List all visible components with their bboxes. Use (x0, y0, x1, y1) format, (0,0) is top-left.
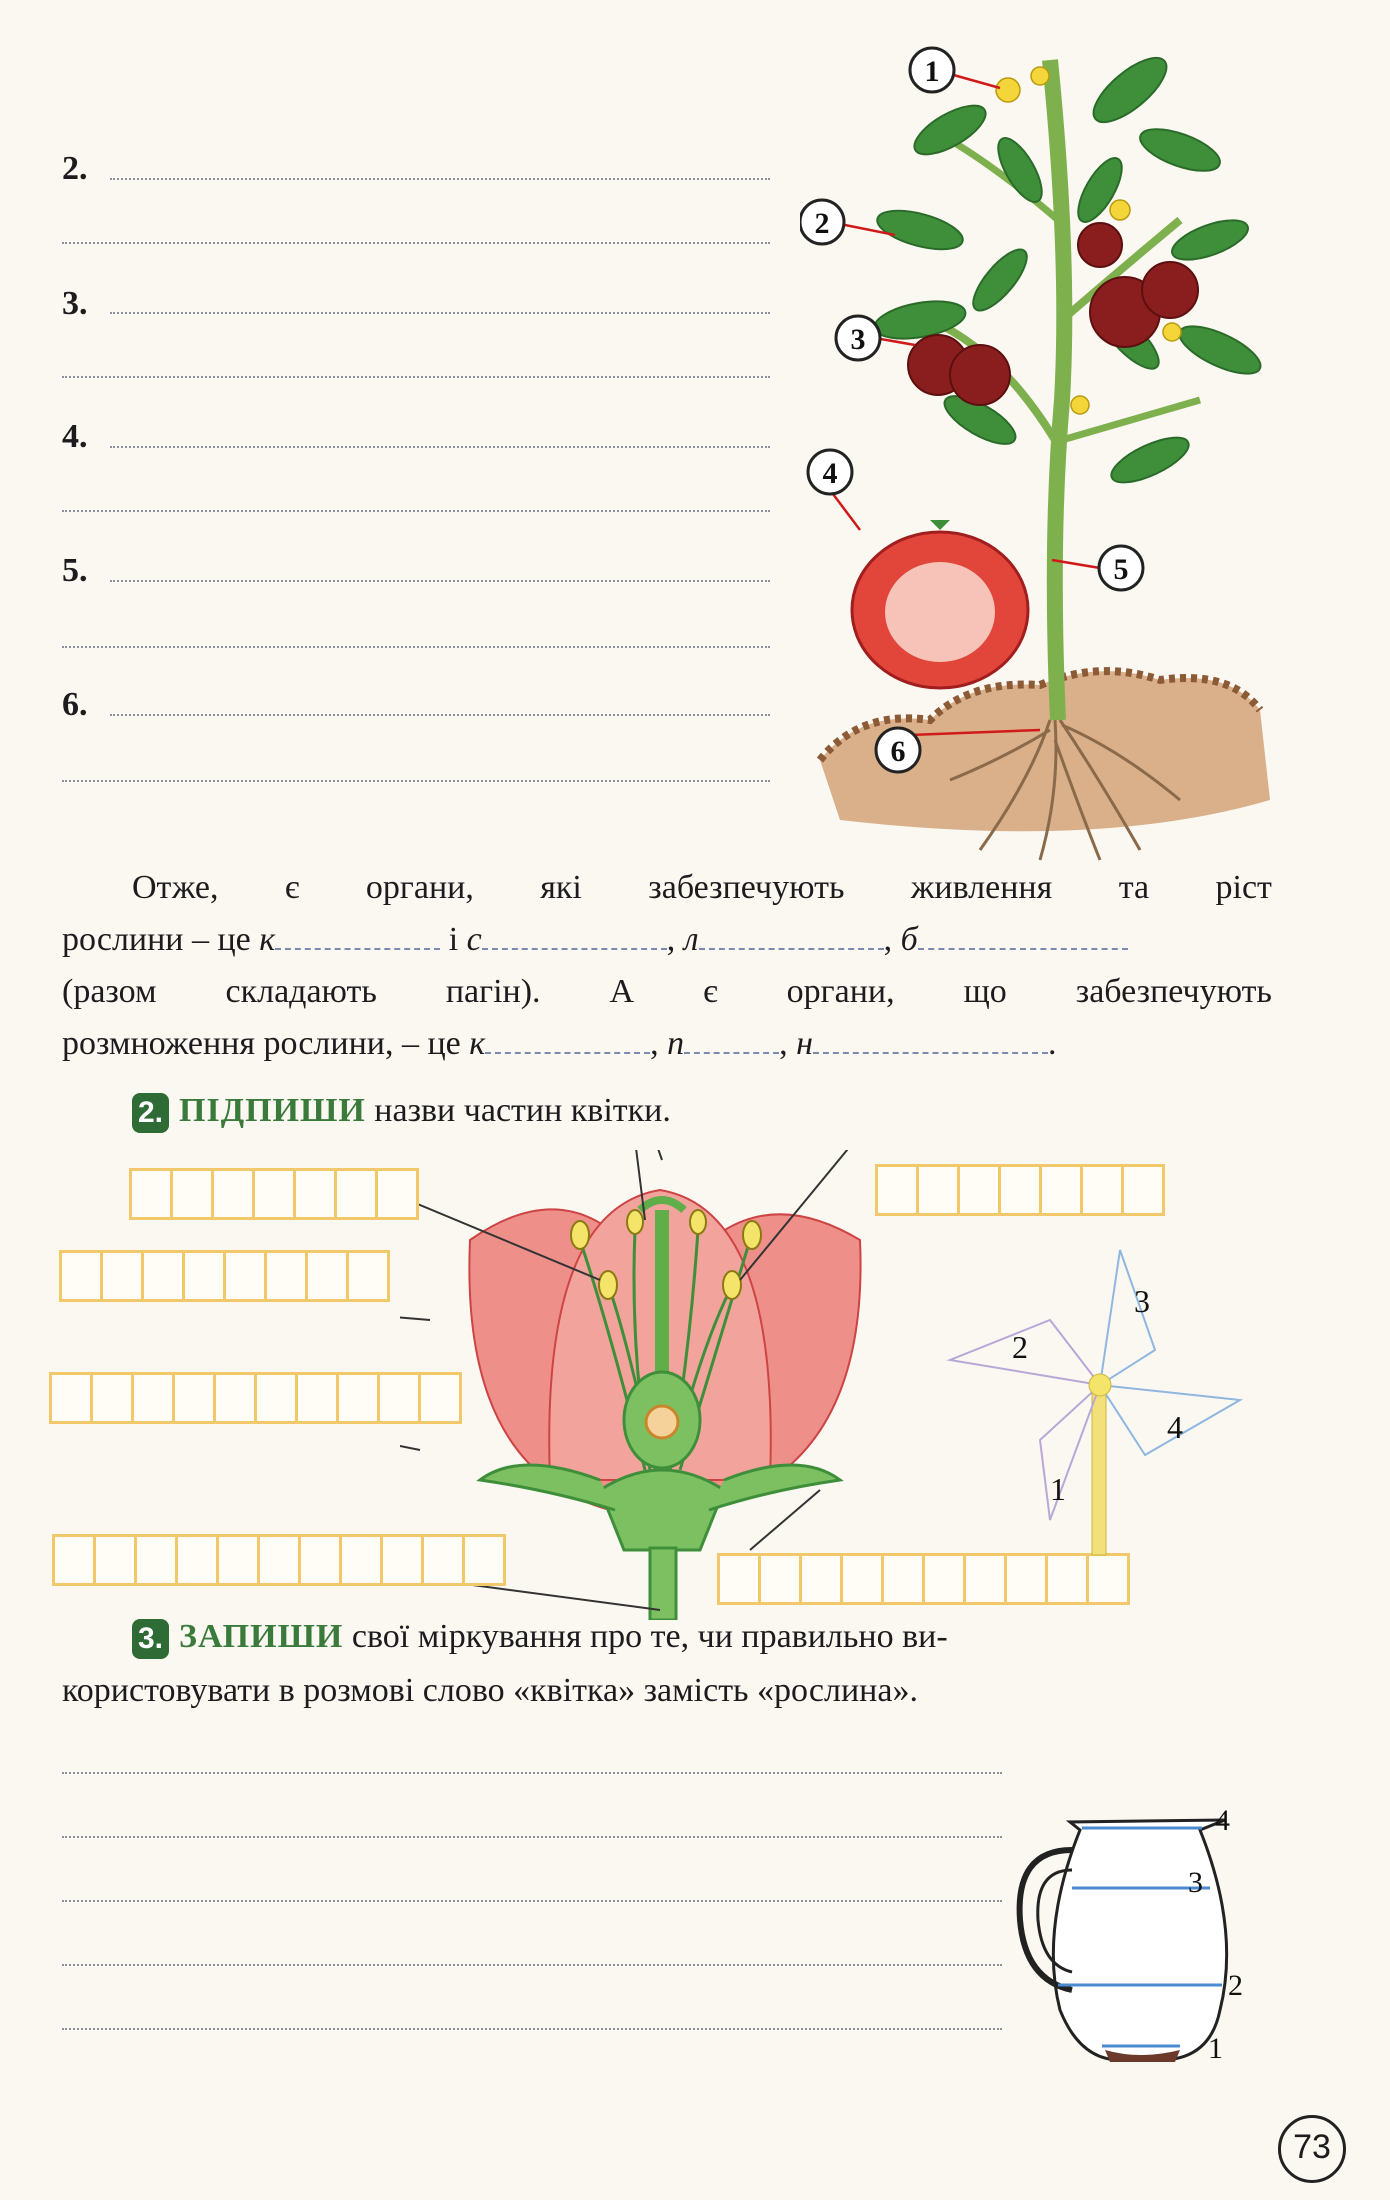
answer-line[interactable] (62, 376, 770, 378)
word: та (1118, 869, 1150, 906)
callout-5: 5 (1113, 553, 1129, 586)
fill-blank[interactable] (482, 918, 667, 950)
word: забезпечують (648, 869, 845, 906)
answer-line[interactable] (62, 1964, 1002, 1966)
pinwheel-label-3: 3 (1134, 1283, 1150, 1319)
callout-6: 6 (890, 735, 906, 768)
callout-1: 1 (924, 55, 940, 88)
task-number-badge: 2. (132, 1093, 169, 1133)
line-number-5: 5. (62, 552, 88, 589)
fill-blank[interactable] (275, 918, 440, 950)
answer-line[interactable] (62, 242, 770, 244)
answer-line[interactable] (62, 510, 770, 512)
task-3-heading (132, 1618, 948, 1659)
callout-4: 4 (822, 457, 838, 490)
word: органи, (365, 869, 474, 906)
answer-line[interactable] (62, 2028, 1002, 2030)
jug-label-3: 3 (1188, 1866, 1203, 1899)
task-2-heading (132, 1092, 671, 1133)
task-verb: ЗАПИШИ (179, 1618, 344, 1655)
pinwheel-label-1: 1 (1050, 1471, 1066, 1507)
line-number-4: 4. (62, 418, 88, 455)
task-verb: ПІДПИШИ (179, 1092, 366, 1129)
answer-line[interactable] (62, 1772, 1002, 1774)
answer-boxes-row-6[interactable] (720, 1553, 1130, 1605)
callout-2: 2 (814, 207, 830, 240)
task-text: свої міркування про те, чи правильно ви- (343, 1618, 948, 1655)
answer-boxes-row-1[interactable] (132, 1168, 419, 1220)
answer-boxes-row-2[interactable] (62, 1250, 390, 1302)
answer-line[interactable] (110, 714, 770, 716)
task-number-badge: 3. (132, 1619, 169, 1659)
pinwheel-label-2: 2 (1012, 1329, 1028, 1365)
conclusion-line-4: розмноження рослини, – це к , п , н . (62, 1018, 1272, 1070)
callout-3: 3 (850, 323, 866, 356)
fill-blank[interactable] (699, 918, 884, 950)
answer-line[interactable] (62, 780, 770, 782)
word: живлення (910, 869, 1053, 906)
pinwheel-label-4: 4 (1167, 1409, 1183, 1445)
fill-blank[interactable] (485, 1022, 650, 1054)
word: які (540, 869, 582, 906)
answer-line[interactable] (110, 312, 770, 314)
tomato-plant-illustration (800, 20, 1280, 865)
jug-label-4: 4 (1215, 1810, 1230, 1837)
answer-boxes-row-3[interactable] (52, 1372, 462, 1424)
answer-line[interactable] (62, 646, 770, 648)
fill-blank[interactable] (813, 1022, 1048, 1054)
word: Отже, (132, 869, 219, 906)
jug-label-1: 1 (1208, 2032, 1223, 2065)
jug-label-2: 2 (1228, 1969, 1243, 2002)
answer-line[interactable] (62, 1836, 1002, 1838)
answer-boxes-row-4[interactable] (55, 1534, 506, 1586)
answer-line[interactable] (110, 446, 770, 448)
conclusion-line-2: рослини – це к і с , л , б (62, 914, 1272, 966)
line-number-2: 2. (62, 150, 88, 187)
answer-line[interactable] (110, 580, 770, 582)
answer-boxes-row-5[interactable] (878, 1164, 1165, 1216)
line-number-3: 3. (62, 285, 88, 322)
fill-blank[interactable] (918, 918, 1128, 950)
task-3-text-line-2: користовувати в розмові слово «квітка» замість «рослина». (62, 1672, 918, 1709)
task-text: назви частин квітки. (365, 1092, 671, 1129)
line-number-6: 6. (62, 686, 88, 723)
conclusion-paragraph (62, 862, 1272, 1070)
word: ріст (1215, 869, 1272, 906)
pinwheel-illustration (940, 1240, 1250, 1560)
answer-line[interactable] (62, 1900, 1002, 1902)
word: є (284, 869, 300, 906)
fill-blank[interactable] (684, 1022, 779, 1054)
jug-illustration (1010, 1810, 1270, 2080)
answer-line[interactable] (110, 178, 770, 180)
conclusion-line-3: (разом складають пагін). А є органи, що забезпечують (62, 973, 1272, 1010)
page-number: 73 (1278, 2115, 1346, 2183)
